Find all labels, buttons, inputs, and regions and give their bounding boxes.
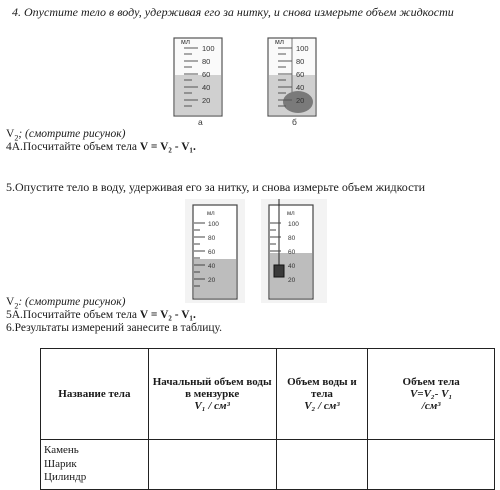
unit-label: мл — [207, 211, 215, 217]
results-table — [40, 348, 495, 490]
task5-step: 5А.Посчитайте объем тела V = V₂ - V₁. — [6, 309, 196, 321]
unit-label: мл — [181, 39, 190, 46]
tick-label: 60 — [288, 249, 296, 256]
tick-label: 100 — [288, 221, 299, 228]
empty-cell — [148, 440, 276, 490]
header-body-volume: Объем тела V=V₂- V₁ /см³ — [368, 349, 495, 440]
task5-heading: 5.Опустите тело в воду, удерживая его за нитку, и снова измерьте объем жидкости — [6, 180, 426, 194]
header-initial-volume: Начальный объем воды в мензурке V₁ / см³ — [148, 349, 276, 440]
tick-label: 60 — [202, 70, 211, 79]
task4-v2-line: $V_2$; (смотрите рисунок) — [6, 128, 126, 143]
tick-label: 20 — [288, 277, 296, 284]
tick-label: 40 — [208, 263, 216, 270]
tick-label: 80 — [208, 235, 216, 242]
graduated-cylinder-initial — [183, 197, 249, 305]
tick-label: 40 — [202, 83, 211, 92]
table-header-row — [41, 349, 495, 440]
row-name-ball: Шарик — [44, 457, 77, 470]
unit-label: мл — [275, 39, 284, 46]
tick-label: 100 — [208, 221, 219, 228]
tick-label: 100 — [202, 44, 215, 53]
water-level-a — [175, 75, 221, 115]
submerged-body — [274, 265, 284, 277]
tick-label: 80 — [288, 235, 296, 242]
unit-label: мл — [287, 211, 295, 217]
task6-step: 6.Результаты измерений занесите в таблицу. — [6, 322, 223, 334]
tick-label: 100 — [296, 44, 309, 53]
tick-label: 20 — [208, 277, 216, 284]
tick-label: 40 — [288, 263, 296, 270]
tick-label: 80 — [202, 57, 211, 66]
empty-cell — [276, 440, 368, 490]
header-water-and-body: Объем воды и тела V₂ / см³ — [276, 349, 368, 440]
row-name-stone: Камень — [44, 444, 79, 456]
tick-label: 40 — [296, 83, 305, 92]
task5-v2-line: $V_2$: (смотрите рисунок) — [6, 296, 126, 311]
graduated-cylinder-b — [264, 34, 336, 126]
row-name-cylinder: Цилиндр — [44, 471, 87, 483]
graduated-cylinder-with-body — [259, 197, 329, 305]
tick-label: 20 — [202, 96, 211, 105]
tick-label: 80 — [296, 57, 305, 66]
task4-step: 4А.Посчитайте объем тела V = V₂ - V₁. — [6, 141, 196, 153]
tick-label: 60 — [296, 70, 305, 79]
graduated-cylinder-a — [170, 34, 242, 126]
table-row — [41, 440, 495, 490]
empty-cell — [368, 440, 495, 490]
task4-heading: 4. Опустите тело в воду, удерживая его за нитку, и снова измерьте объем жидкости — [12, 5, 454, 19]
tick-label: 20 — [296, 96, 305, 105]
tick-label: 60 — [208, 249, 216, 256]
cylinder-label-b: б — [292, 117, 297, 126]
header-body-name: Название тела — [41, 349, 149, 440]
body-names-cell — [41, 440, 149, 490]
cylinder-label-a: а — [198, 117, 203, 126]
